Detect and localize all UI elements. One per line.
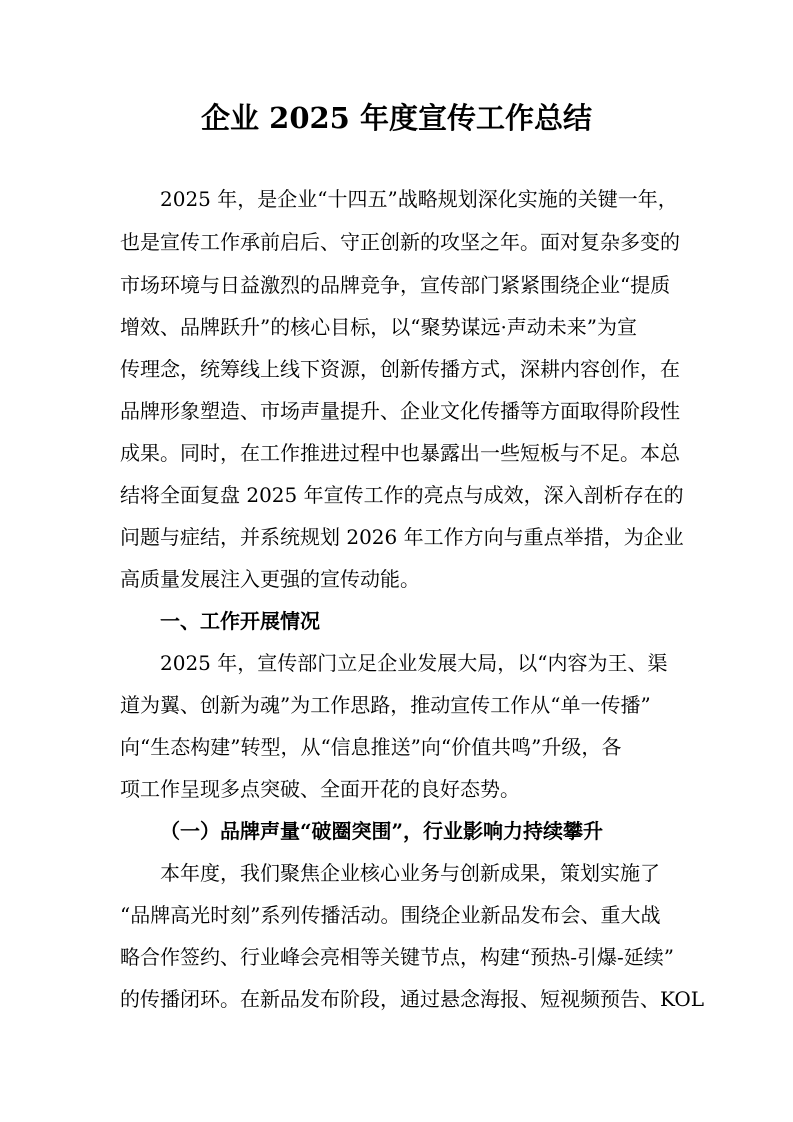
paragraph-line: 本年度，我们聚焦企业核心业务与创新成果，策划实施了 (160, 861, 660, 885)
paragraph-line: 市场环境与日益激烈的品牌竞争，宣传部门紧紧围绕企业“提质 (120, 273, 671, 297)
paragraph-line: 品牌形象塑造、市场声量提升、企业文化传播等方面取得阶段性 (120, 399, 680, 423)
paragraph-line: 向“生态构建”转型，从“信息推送”向“价值共鸣”升级，各 (120, 735, 622, 759)
paragraph-line: 增效、品牌跃升”的核心目标，以“聚势谋远·声动未来”为宣 (120, 315, 638, 339)
paragraph-line: 结将全面复盘 2025 年宣传工作的亮点与成效，深入剖析存在的 (120, 483, 684, 507)
section-heading: 一、工作开展情况 (160, 609, 320, 633)
paragraph-line: “品牌高光时刻”系列传播活动。围绕企业新品发布会、重大战 (120, 903, 661, 927)
paragraph-line: 略合作签约、行业峰会亮相等关键节点，构建“预热-引爆-延续” (120, 945, 674, 969)
paragraph-line: 高质量发展注入更强的宣传动能。 (120, 567, 420, 591)
paragraph-line: 的传播闭环。在新品发布阶段，通过悬念海报、短视频预告、KOL (120, 987, 705, 1011)
paragraph-line: 传理念，统筹线上线下资源，创新传播方式，深耕内容创作，在 (120, 357, 680, 381)
paragraph-line: 也是宣传工作承前启后、守正创新的攻坚之年。面对复杂多变的 (120, 230, 680, 254)
paragraph-line: 2025 年，宣传部门立足企业发展大局，以“内容为王、渠 (160, 651, 668, 675)
paragraph-line: 项工作呈现多点突破、全面开花的良好态势。 (120, 777, 520, 801)
paragraph-line: 2025 年，是企业“十四五”战略规划深化实施的关键一年， (160, 187, 678, 211)
subsection-heading: （一）品牌声量“破圈突围”，行业影响力持续攀升 (160, 819, 604, 843)
paragraph-line: 道为翼、创新为魂”为工作思路，推动宣传工作从“单一传播” (120, 693, 651, 717)
document-title: 企业 2025 年度宣传工作总结 (201, 101, 592, 135)
paragraph-line: 问题与症结，并系统规划 2026 年工作方向与重点举措，为企业 (120, 525, 684, 549)
paragraph-line: 成果。同时，在工作推进过程中也暴露出一些短板与不足。本总 (120, 441, 680, 465)
